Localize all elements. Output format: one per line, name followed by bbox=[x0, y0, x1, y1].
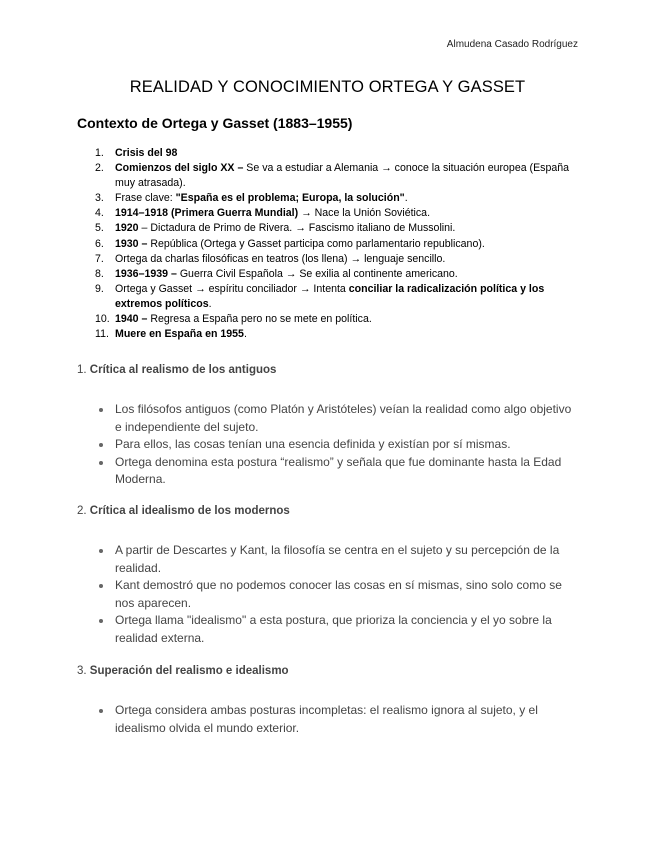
overcoming-bullets bbox=[97, 702, 581, 737]
idealism-bullets bbox=[97, 542, 581, 648]
list-item: Ortega denomina esta postura “realismo” y señala que fue dominante hasta la Edad Moderna. bbox=[97, 454, 581, 489]
list-item: Los filósofos antiguos (como Platón y Aristóteles) veían la realidad como algo objetivo e independiente del sujeto. bbox=[97, 401, 581, 436]
section-heading-realism: 1. Crítica al realismo de los antiguos bbox=[77, 364, 277, 376]
context-heading: Contexto de Ortega y Gasset (1883–1955) bbox=[77, 115, 353, 131]
timeline-item: 6. 1930 – República (Ortega y Gasset participa como parlamentario republicano). bbox=[95, 237, 485, 250]
list-item: Kant demostró que no podemos conocer las cosas en sí mismas, sino solo como se nos aparecen. bbox=[97, 577, 581, 612]
list-item: Ortega considera ambas posturas incompletas: el realismo ignora al sujeto, y el idealismo olvida el mundo exterior. bbox=[97, 702, 581, 737]
timeline-item: 2. Comienzos del siglo XX – Se va a estudiar a Alemania → conoce la situación europea (España muy atrasada). bbox=[95, 162, 570, 190]
timeline-item: 10. 1940 – Regresa a España pero no se mete en política. bbox=[95, 313, 372, 326]
timeline-item: 3. Frase clave: "España es el problema; Europa, la solución". bbox=[95, 192, 408, 205]
timeline-item: 8. 1936–1939 – Guerra Civil Española → Se exilia al continente americano. bbox=[95, 267, 458, 280]
realism-bullets bbox=[97, 401, 581, 489]
list-item: Para ellos, las cosas tenían una esencia definida y existían por sí mismas. bbox=[97, 436, 581, 454]
timeline-item: 4. 1914–1918 (Primera Guerra Mundial) → Nace la Unión Soviética. bbox=[95, 207, 431, 220]
section-heading-idealism: 2. Crítica al idealismo de los modernos bbox=[77, 505, 290, 517]
context-timeline bbox=[77, 146, 577, 342]
timeline-item: 5. 1920 – Dictadura de Primo de Rivera. → Fascismo italiano de Mussolini. bbox=[95, 222, 456, 235]
timeline-item: 7. Ortega da charlas filosóficas en teatros (los llena) → lenguaje sencillo. bbox=[95, 252, 446, 265]
list-item: Ortega llama "idealismo" a esta postura, que prioriza la conciencia y el yo sobre la realidad externa. bbox=[97, 612, 581, 647]
section-heading-overcoming: 3. Superación del realismo e idealismo bbox=[77, 665, 289, 677]
timeline-item: 1. Crisis del 98 bbox=[95, 147, 178, 159]
timeline-item: 11. Muere en España en 1955. bbox=[95, 328, 247, 341]
list-item: A partir de Descartes y Kant, la filosofía se centra en el sujeto y su percepción de la realidad. bbox=[97, 542, 581, 577]
timeline-item: 9. Ortega y Gasset → espíritu conciliador → Intenta conciliar la radicalización política y los extremos políticos. bbox=[95, 282, 545, 310]
author-name: Almudena Casado Rodríguez bbox=[446, 39, 578, 50]
page-title: REALIDAD Y CONOCIMIENTO ORTEGA Y GASSET bbox=[129, 78, 526, 96]
